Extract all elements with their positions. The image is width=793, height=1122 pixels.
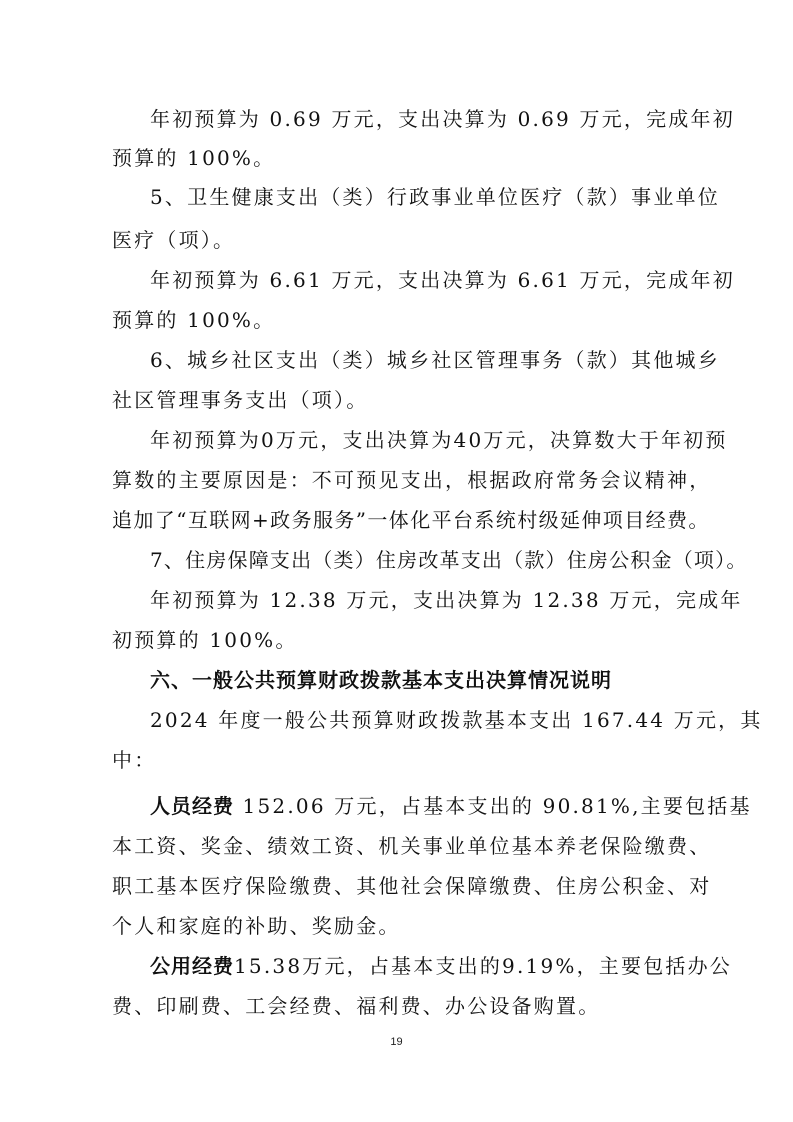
paragraph-line: 医疗（项）。 xyxy=(112,228,236,252)
public-expense-line xyxy=(150,951,740,981)
paragraph-line: 年初预算为 12.38 万元，支出决算为 12.38 万元，完成年 xyxy=(150,588,743,612)
paragraph-line: 职工基本医疗保险缴费、其他社会保障缴费、住房公积金、对 xyxy=(112,874,712,898)
paragraph-line: 7、住房保障支出（类）住房改革支出（款）住房公积金（项）。 xyxy=(150,548,748,572)
paragraph-line: 6、城乡社区支出（类）城乡社区管理事务（款）其他城乡 xyxy=(150,348,720,372)
paragraph-line: 费、印刷费、工会经费、福利费、办公设备购置。 xyxy=(112,994,601,1018)
paragraph-line: 追加了“互联网+政务服务”一体化平台系统村级延伸项目经费。 xyxy=(112,508,710,532)
personnel-expense-label: 人员经费 xyxy=(150,794,234,818)
paragraph-line: 社区管理事务支出（项）。 xyxy=(112,388,369,412)
paragraph-line: 年初预算为0万元，支出决算为40万元，决算数大于年初预 xyxy=(150,428,728,452)
paragraph-line: 初预算的 100%。 xyxy=(112,628,298,652)
public-expense-text: 15.38万元，占基本支出的9.19%，主要包括办公 xyxy=(234,954,732,978)
paragraph-line: 2024 年度一般公共预算财政拨款基本支出 167.44 万元，其 xyxy=(150,708,763,732)
paragraph-line: 中： xyxy=(112,748,157,772)
paragraph-line: 预算的 100%。 xyxy=(112,146,276,170)
paragraph-line: 算数的主要原因是：不可预见支出，根据政府常务会议精神， xyxy=(112,468,712,492)
paragraph-line: 预算的 100%。 xyxy=(112,308,276,332)
paragraph-line: 个人和家庭的补助、奖励金。 xyxy=(112,914,401,938)
paragraph-line: 年初预算为 0.69 万元，支出决算为 0.69 万元，完成年初 xyxy=(150,107,735,131)
public-expense-label: 公用经费 xyxy=(150,954,234,978)
personnel-expense-line xyxy=(150,791,752,821)
paragraph-line: 年初预算为 6.61 万元，支出决算为 6.61 万元，完成年初 xyxy=(150,268,735,292)
section-heading: 六、一般公共预算财政拨款基本支出决算情况说明 xyxy=(150,668,612,692)
personnel-expense-text: 152.06 万元，占基本支出的 90.81%,主要包括基 xyxy=(234,794,752,818)
paragraph-line: 本工资、奖金、绩效工资、机关事业单位基本养老保险缴费、 xyxy=(112,834,712,858)
paragraph-line: 5、卫生健康支出（类）行政事业单位医疗（款）事业单位 xyxy=(150,185,720,209)
page-number: 19 xyxy=(390,1036,403,1048)
